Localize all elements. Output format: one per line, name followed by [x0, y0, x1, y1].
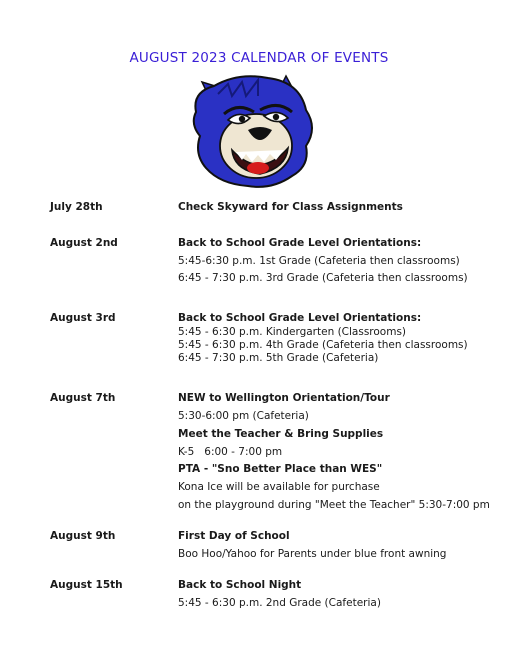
- event-date: August 15th: [50, 579, 123, 591]
- event-detail: on the playground during "Meet the Teacher" 5:30-7:00 pm: [178, 499, 490, 511]
- event-date: July 28th: [50, 201, 103, 213]
- event-detail: 6:45 - 7:30 p.m. 3rd Grade (Cafeteria then classrooms): [178, 272, 468, 284]
- event-detail: 5:45 - 6:30 p.m. 4th Grade (Cafeteria then classrooms): [178, 339, 468, 351]
- event-detail: 5:45 - 6:30 p.m. Kindergarten (Classrooms): [178, 326, 407, 338]
- event-title: Back to School Grade Level Orientations:: [178, 312, 422, 324]
- wildcat-mascot-icon: [188, 72, 322, 192]
- event-date: August 7th: [50, 392, 116, 404]
- event-date: August 2nd: [50, 237, 118, 249]
- event-date: August 3rd: [50, 312, 116, 324]
- event-title: Back to School Grade Level Orientations:: [178, 237, 422, 249]
- event-title: Back to School Night: [178, 579, 302, 591]
- event-detail: 5:45-6:30 p.m. 1st Grade (Cafeteria then classrooms): [178, 255, 460, 267]
- event-title: PTA - "Sno Better Place than WES": [178, 463, 383, 475]
- event-title: Check Skyward for Class Assignments: [178, 201, 403, 213]
- event-title: First Day of School: [178, 530, 290, 542]
- event-detail: 5:45 - 6:30 p.m. 2nd Grade (Cafeteria): [178, 597, 381, 609]
- event-date: August 9th: [50, 530, 116, 542]
- event-title: NEW to Wellington Orientation/Tour: [178, 392, 390, 404]
- event-detail: K-5 6:00 - 7:00 pm: [178, 446, 283, 458]
- event-detail: 5:30-6:00 pm (Cafeteria): [178, 410, 309, 422]
- event-detail: 6:45 - 7:30 p.m. 5th Grade (Cafeteria): [178, 352, 379, 364]
- event-detail: Kona Ice will be available for purchase: [178, 481, 380, 493]
- event-detail: Boo Hoo/Yahoo for Parents under blue front awning: [178, 548, 447, 560]
- event-title: Meet the Teacher & Bring Supplies: [178, 428, 384, 440]
- page-title: AUGUST 2023 CALENDAR OF EVENTS: [129, 50, 389, 66]
